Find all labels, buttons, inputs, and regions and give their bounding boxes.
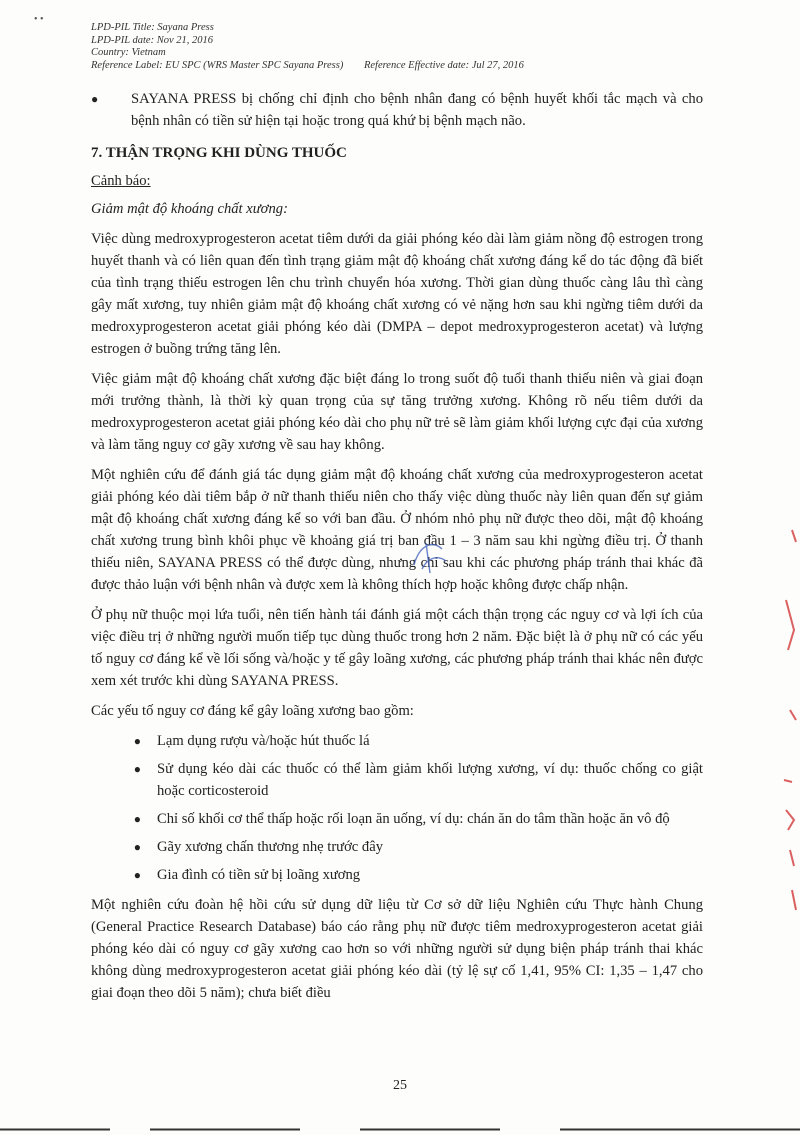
paragraph: Các yếu tố nguy cơ đáng kể gây loãng xương bao gồm: [91,703,414,719]
bullet-icon: ● [133,734,141,748]
list-item [91,836,703,858]
warning-label: Cảnh báo: [91,173,151,189]
bullet-icon: ● [91,92,99,106]
list-item-text: Sử dụng kéo dài các thuốc có thể làm giảm khối lượng xương, ví dụ: thuốc chống co giật hoặc corticosteroid [157,761,703,799]
risk-factor-list [91,730,703,886]
document-header [91,22,524,72]
list-item [91,758,703,802]
bullet-icon: ● [133,762,141,776]
bullet-icon: ● [133,812,141,826]
list-item-text: Chỉ số khối cơ thể thấp hoặc rối loạn ăn uống, ví dụ: chán ăn do tâm thần hoặc ăn vô độ [157,811,670,827]
subheading: Giảm mật độ khoáng chất xương: [91,201,288,217]
scan-border-line [0,1128,800,1131]
intro-bullet [91,88,703,132]
final-paragraph: Một nghiên cứu đoàn hệ hồi cứu sử dụng dữ liệu từ Cơ sở dữ liệu Nghiên cứu Thực hành Chung (General Practice Research Database) báo cáo rằng phụ nữ được tiêm medroxyprogesteron acetat giải phóng kéo dài có nguy cơ gãy xương cao hơn so với những người sử dụng biện pháp tránh thai khác không dùng medroxyprogesteron acetat giải phóng kéo dài (tỷ lệ sự cố 1,41, 95% CI: 1,35 – 1,47 cho giai đoạn theo dõi 5 năm); chưa biết điều [91,897,703,1001]
list-item [91,864,703,886]
list-item-text: Gãy xương chấn thương nhẹ trước đây [157,839,384,855]
paragraph: Ở phụ nữ thuộc mọi lứa tuổi, nên tiến hành tái đánh giá một cách thận trọng các nguy cơ và lợi ích của việc điều trị ở những người muốn tiếp tục dùng thuốc trong hơn 2 năm. Đặc biệt là ở phụ nữ có các yếu tố nguy cơ đáng kể về lối sống và/hoặc y tế gây loãng xương, các phương pháp tránh thai khác nên được xem xét trước khi dùng SAYANA PRESS. [91,607,703,689]
section-title: 7. THẬN TRỌNG KHI DÙNG THUỐC [91,145,347,161]
intro-bullet-text: SAYANA PRESS bị chống chỉ định cho bệnh nhân đang có bệnh huyết khối tắc mạch và cho bệnh nhân có tiền sử hiện tại hoặc trong quá khứ bị bệnh mạch não. [131,91,703,129]
bullet-icon: ● [133,840,141,854]
paragraph: Việc giảm mật độ khoáng chất xương đặc biệt đáng lo trong suốt độ tuổi thanh thiếu niên và giai đoạn mới trưởng thành, là thời kỳ quan trọng của sự tăng trưởng xương. Không rõ nếu tiêm dưới da medroxyprogesteron acetat giải phóng kéo dài cho phụ nữ trẻ sẽ làm giảm khối lượng cực đại của xương và làm tăng nguy cơ gãy xương về sau hay không. [91,371,703,453]
ink-mark-icon [408,535,450,577]
document-body [91,88,703,1012]
page-number: 25 [393,1078,407,1093]
header-date: LPD-PIL date: Nov 21, 2016 [91,34,214,46]
list-item-text: Lạm dụng rượu và/hoặc hút thuốc lá [157,733,370,749]
header-reference-label: Reference Label: EU SPC (WRS Master SPC Sayana Press) [91,59,344,71]
header-effective-date: Reference Effective date: Jul 27, 2016 [363,59,524,71]
header-title: LPD-PIL Title: Sayana Press [91,22,214,33]
header-reference-row [91,60,524,73]
header-country: Country: Vietnam [91,47,166,58]
list-item-text: Gia đình có tiền sử bị loãng xương [157,867,361,883]
margin-stamp-icon [780,520,800,920]
paragraph: Một nghiên cứu để đánh giá tác dụng giảm mật độ khoáng chất xương của medroxyprogesteron acetat giải phóng kéo dài tiêm bắp ở nữ thanh thiếu niên cho thấy việc dùng thuốc này liên quan đến sự giảm mật độ khoáng chất xương đáng kể so với ban đầu. Ở nhóm nhỏ phụ nữ được theo dõi, mật độ khoáng chất xương trung bình khôi phục về khoảng giá trị ban đầu 1 – 3 năm sau khi ngừng điều trị. Ở thanh thiếu niên, SAYANA PRESS có thể được dùng, nhưng chỉ sau khi các phương pháp tránh thai khác đã được thảo luận với bệnh nhân và được xem là không thích hợp hoặc không được chấp nhận. [91,467,703,593]
list-item [91,808,703,830]
scan-marks: • • [34,14,44,25]
bullet-icon: ● [133,868,141,882]
paragraph: Việc dùng medroxyprogesteron acetat tiêm dưới da giải phóng kéo dài làm giảm nồng độ estrogen trong huyết thanh và có liên quan đến tình trạng giảm mật độ khoáng chất xương đáng kể do tác động đã biết của tình trạng thiếu estrogen lên chu trình chuyển hóa xương. Thời gian dùng thuốc càng lâu thì càng gây mất xương, tuy nhiên giảm mật độ khoáng chất xương có vẻ nặng hơn sau khi ngừng tiêm dưới da medroxyprogesteron acetat giải phóng kéo dài (DMPA – depot medroxyprogesteron acetat) và lượng estrogen ở buồng trứng tăng lên. [91,231,703,357]
list-item [91,730,703,752]
